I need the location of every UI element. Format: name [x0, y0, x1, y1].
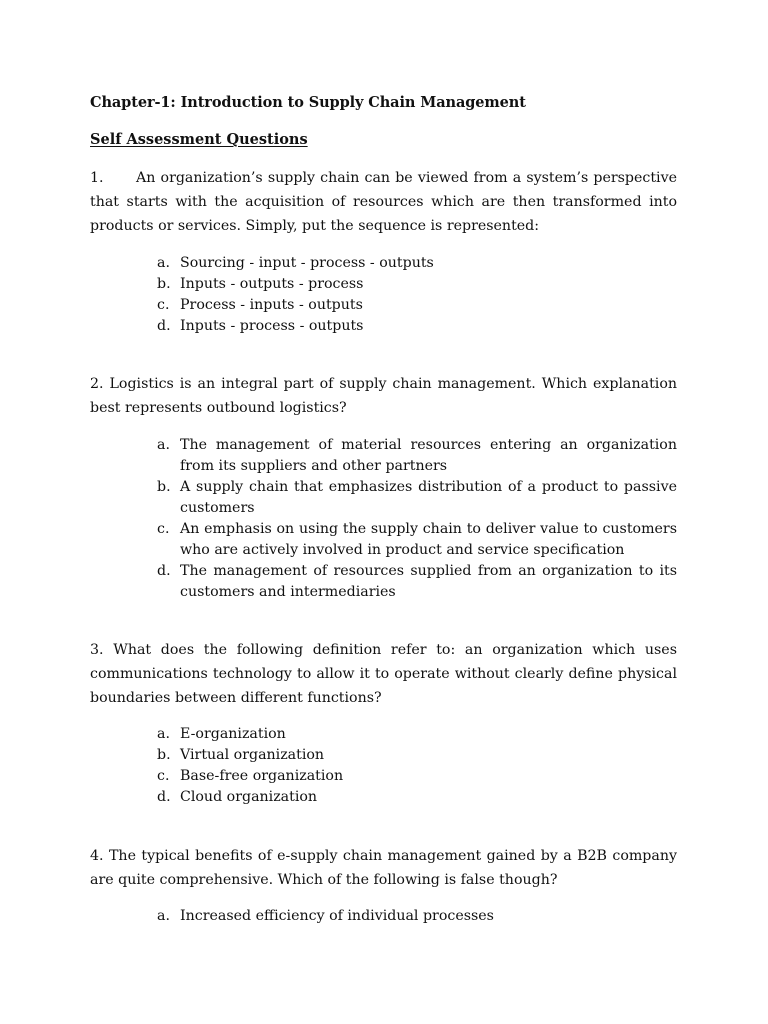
option-letter: d. [157, 563, 171, 579]
question-text: What does the following definition refer to: an organization which uses communications technology to allow it to operate without clearly define physical boundaries between different functions? [90, 642, 677, 706]
option-text: Base-free organization [180, 768, 344, 784]
option-item [157, 519, 677, 561]
option-item [157, 906, 677, 927]
option-text: Increased efficiency of individual processes [180, 908, 494, 924]
option-letter: d. [157, 789, 171, 805]
question-text: An organization’s supply chain can be viewed from a system’s perspective that starts with the acquisition of resources which are then transformed into products or services. Simply, put the sequence is represented: [90, 170, 677, 234]
question-text: The typical benefits of e-supply chain management gained by a B2B company are quite comprehensive. Which of the following is false though? [90, 848, 678, 888]
question-2-options [157, 435, 677, 603]
question-number: 2. [90, 376, 104, 392]
option-item [157, 316, 677, 337]
option-letter: b. [157, 747, 171, 763]
section-heading: Self Assessment Questions [90, 131, 308, 148]
option-letter: b. [157, 479, 171, 495]
question-4-options [157, 906, 677, 927]
option-item [157, 724, 677, 745]
option-letter: a. [157, 726, 170, 742]
option-letter: a. [157, 437, 170, 453]
option-item [157, 435, 677, 477]
option-item [157, 766, 677, 787]
question-number: 1. [90, 170, 104, 186]
question-1 [90, 166, 677, 238]
chapter-title: Chapter-1: Introduction to Supply Chain Management [90, 94, 526, 111]
question-text: Logistics is an integral part of supply chain management. Which explanation best represents outbound logistics? [90, 376, 677, 416]
question-number: 4. [90, 848, 104, 864]
option-item [157, 253, 677, 274]
option-item [157, 477, 677, 519]
option-item [157, 295, 677, 316]
option-text: Sourcing - input - process - outputs [180, 255, 434, 271]
option-text: Cloud organization [180, 789, 318, 805]
option-text: The management of material resources entering an organization from its suppliers and other partners [180, 437, 677, 474]
option-letter: a. [157, 908, 170, 924]
question-3-options [157, 724, 677, 808]
option-item [157, 745, 677, 766]
option-text: Process - inputs - outputs [180, 297, 363, 313]
option-letter: a. [157, 255, 170, 271]
option-text: The management of resources supplied from an organization to its customers and intermediaries [180, 563, 677, 600]
option-text: Inputs - outputs - process [180, 276, 364, 292]
question-1-options [157, 253, 677, 337]
question-2 [90, 372, 677, 420]
option-item [157, 561, 677, 603]
option-item [157, 274, 677, 295]
option-text: An emphasis on using the supply chain to deliver value to customers who are actively involved in product and service specification [180, 521, 677, 558]
option-text: Virtual organization [180, 747, 325, 763]
option-letter: b. [157, 276, 171, 292]
option-letter: d. [157, 318, 171, 334]
question-4 [90, 844, 677, 892]
option-letter: c. [157, 297, 170, 313]
option-letter: c. [157, 521, 170, 537]
question-3 [90, 638, 677, 710]
option-text: A supply chain that emphasizes distribution of a product to passive customers [180, 479, 677, 516]
option-item [157, 787, 677, 808]
option-text: E-organization [180, 726, 286, 742]
question-number: 3. [90, 642, 104, 658]
option-letter: c. [157, 768, 170, 784]
option-text: Inputs - process - outputs [180, 318, 364, 334]
